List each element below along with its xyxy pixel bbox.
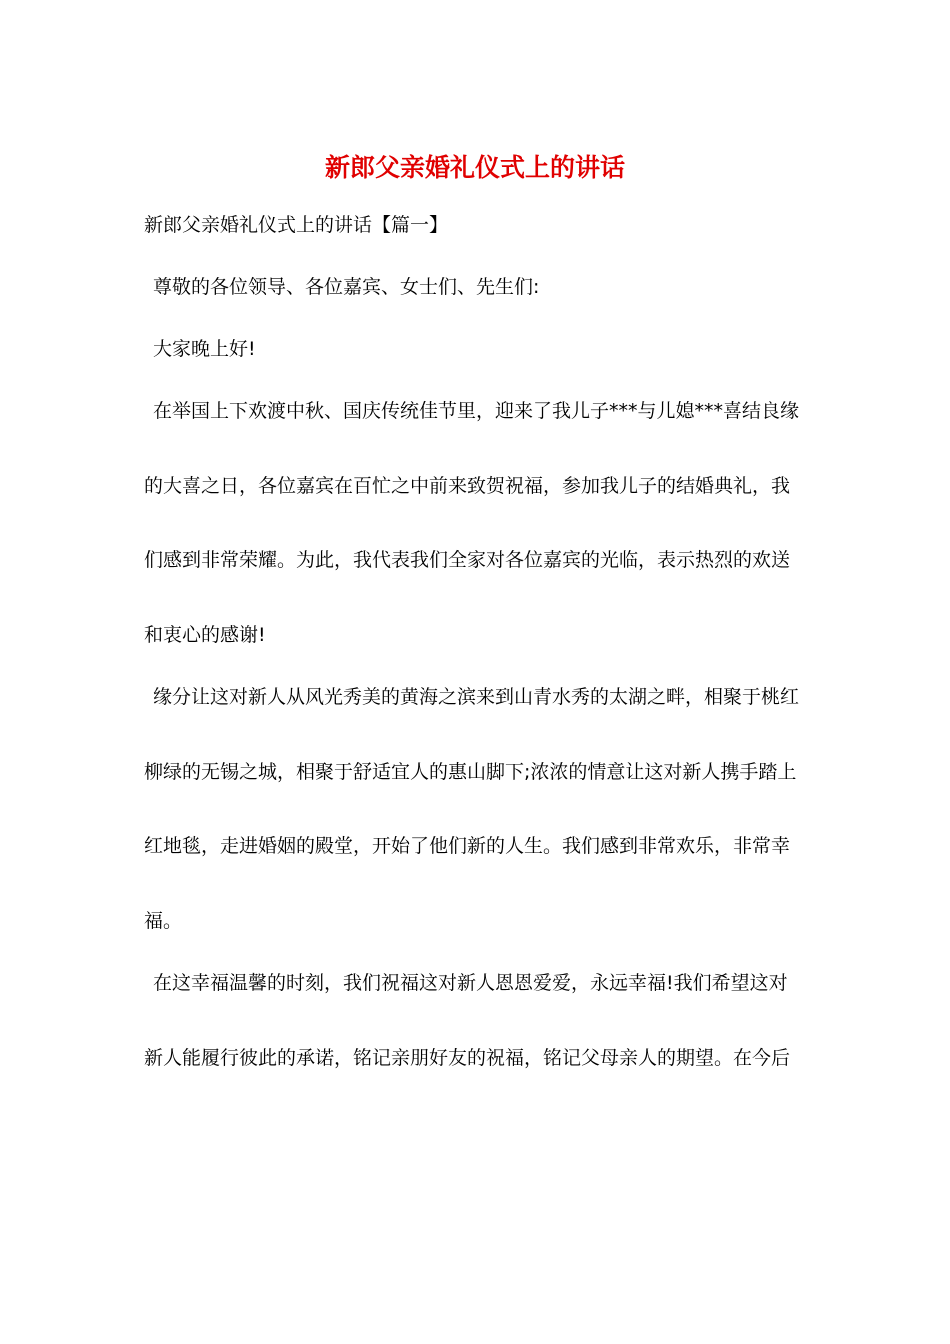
- paragraph-line: 柳绿的无锡之城，相聚于舒适宜人的惠山脚下;浓浓的情意让这对新人携手踏上: [144, 761, 797, 783]
- paragraph-line: 们感到非常荣耀。为此，我代表我们全家对各位嘉宾的光临，表示热烈的欢送: [144, 549, 791, 571]
- section-heading: 新郎父亲婚礼仪式上的讲话【篇一】: [144, 214, 449, 236]
- paragraph-line: 大家晚上好!: [153, 338, 256, 360]
- paragraph-line: 缘分让这对新人从风光秀美的黄海之滨来到山青水秀的太湖之畔，相聚于桃红: [153, 686, 800, 708]
- paragraph-line: 和衷心的感谢!: [144, 624, 266, 646]
- paragraph-line: 在这幸福温馨的时刻，我们祝福这对新人恩恩爱爱，永远幸福!我们希望这对: [153, 972, 788, 994]
- paragraph-line: 的大喜之日，各位嘉宾在百忙之中前来致贺祝福，参加我儿子的结婚典礼，我: [144, 475, 791, 497]
- paragraph-line: 尊敬的各位领导、各位嘉宾、女士们、先生们:: [153, 276, 540, 298]
- paragraph-line: 福。: [144, 910, 183, 932]
- paragraph-line: 红地毯，走进婚姻的殿堂，开始了他们新的人生。我们感到非常欢乐，非常幸: [144, 835, 791, 857]
- paragraph-line: 新人能履行彼此的承诺，铭记亲朋好友的祝福，铭记父母亲人的期望。在今后: [144, 1047, 791, 1069]
- document-title: 新郎父亲婚礼仪式上的讲话: [324, 153, 625, 182]
- paragraph-line: 在举国上下欢渡中秋、国庆传统佳节里，迎来了我儿子***与儿媳***喜结良缘: [153, 400, 800, 422]
